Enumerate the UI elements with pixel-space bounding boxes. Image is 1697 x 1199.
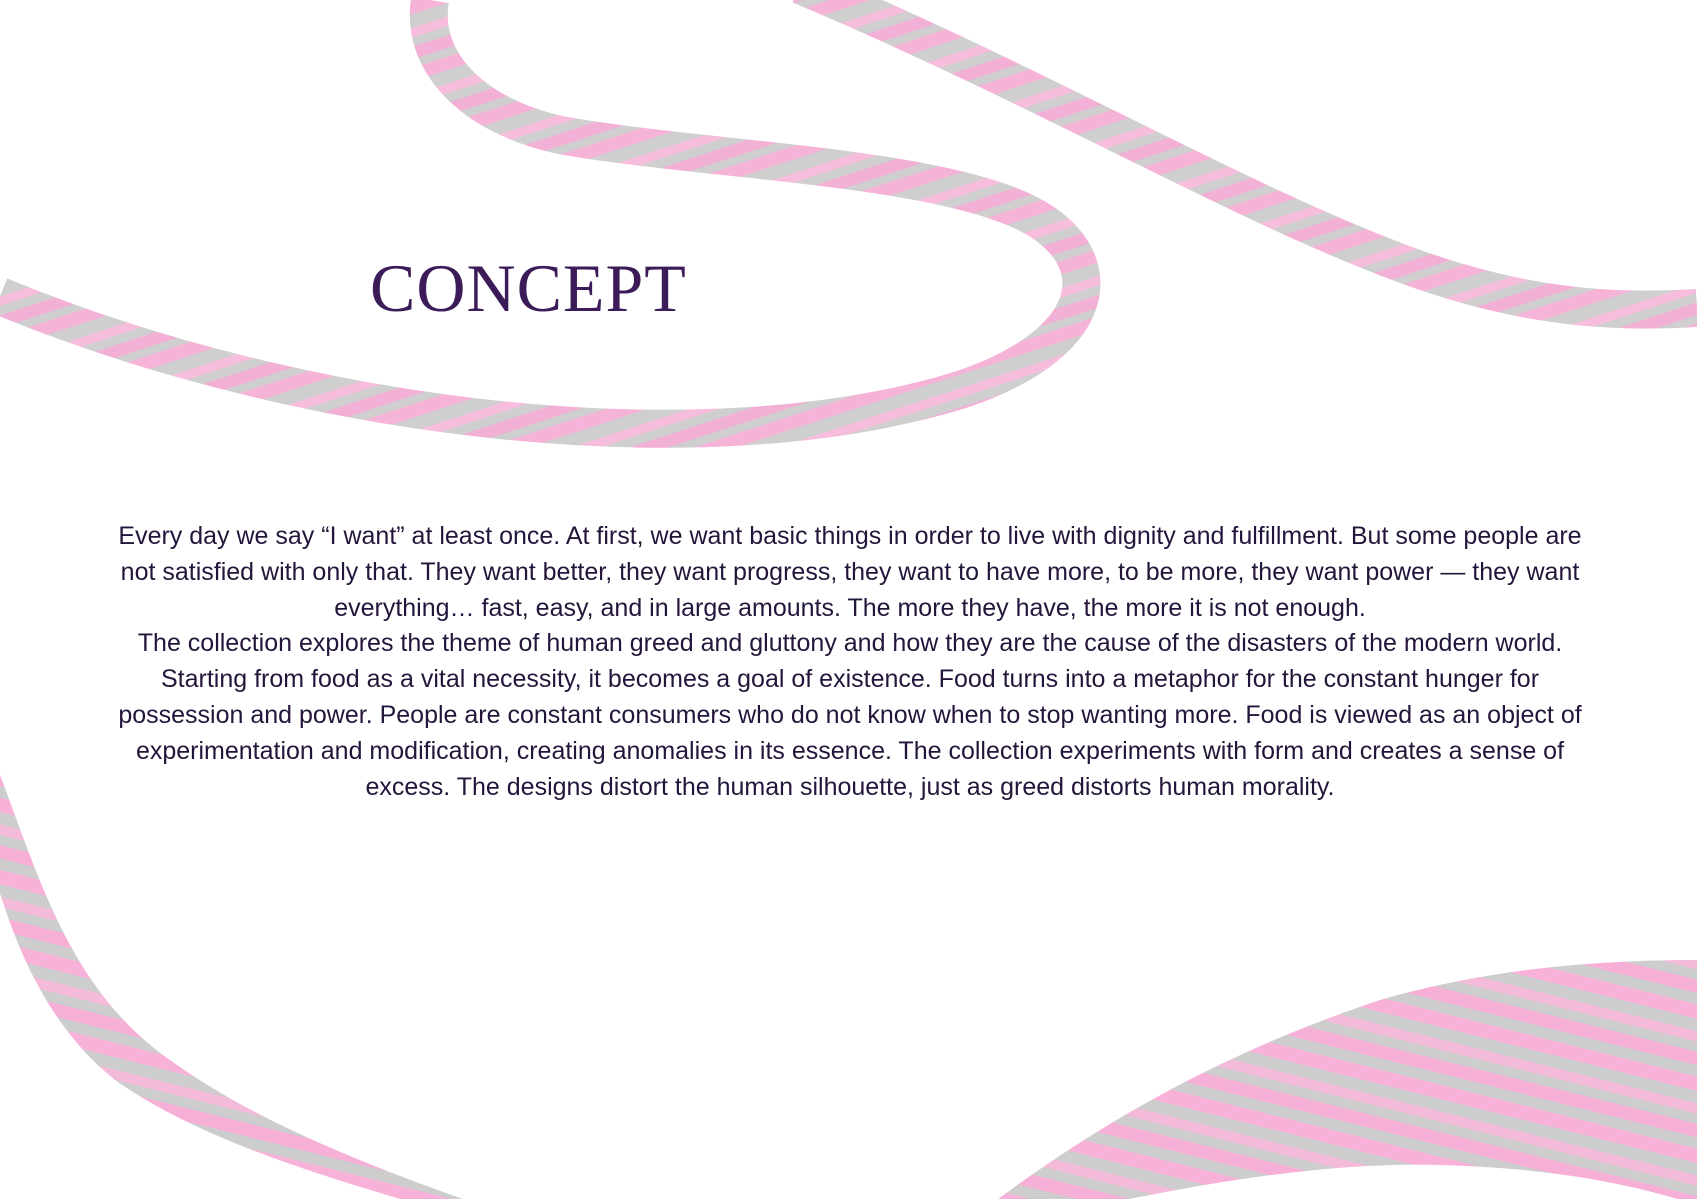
ribbon-upper-right — [800, 0, 1697, 310]
ribbon-upper-left — [0, 0, 1081, 429]
concept-paragraph-2: The collection explores the theme of human greed and gluttony and how they are the cause of the disasters of the modern world. Starting from food as a vital necessity, it becomes a goal of existence. Food turns into a metaphor for the constant hunger for possession and power. People are constant consumers who do not know when to stop wanting more. Food is viewed as an object of experimentation and modification, creating anomalies in its essence. The collection experiments with form and creates a sense of excess. The designs distort the human silhouette, just as greed distorts human morality. — [118, 629, 1582, 801]
ribbon-lower-right — [990, 960, 1697, 1199]
ribbon-lower-left — [0, 775, 480, 1199]
page-title: CONCEPT — [370, 250, 687, 326]
concept-text — [108, 519, 1592, 805]
concept-paragraph-1: Every day we say “I want” at least once. At first, we want basic things in order to live with dignity and fulfillment. But some people are not satisfied with only that. They want better, they want progress, they want to have more, to be more, they want power — they want everything… fast, easy, and in large amounts. The more they have, the more it is not enough. — [118, 522, 1582, 622]
